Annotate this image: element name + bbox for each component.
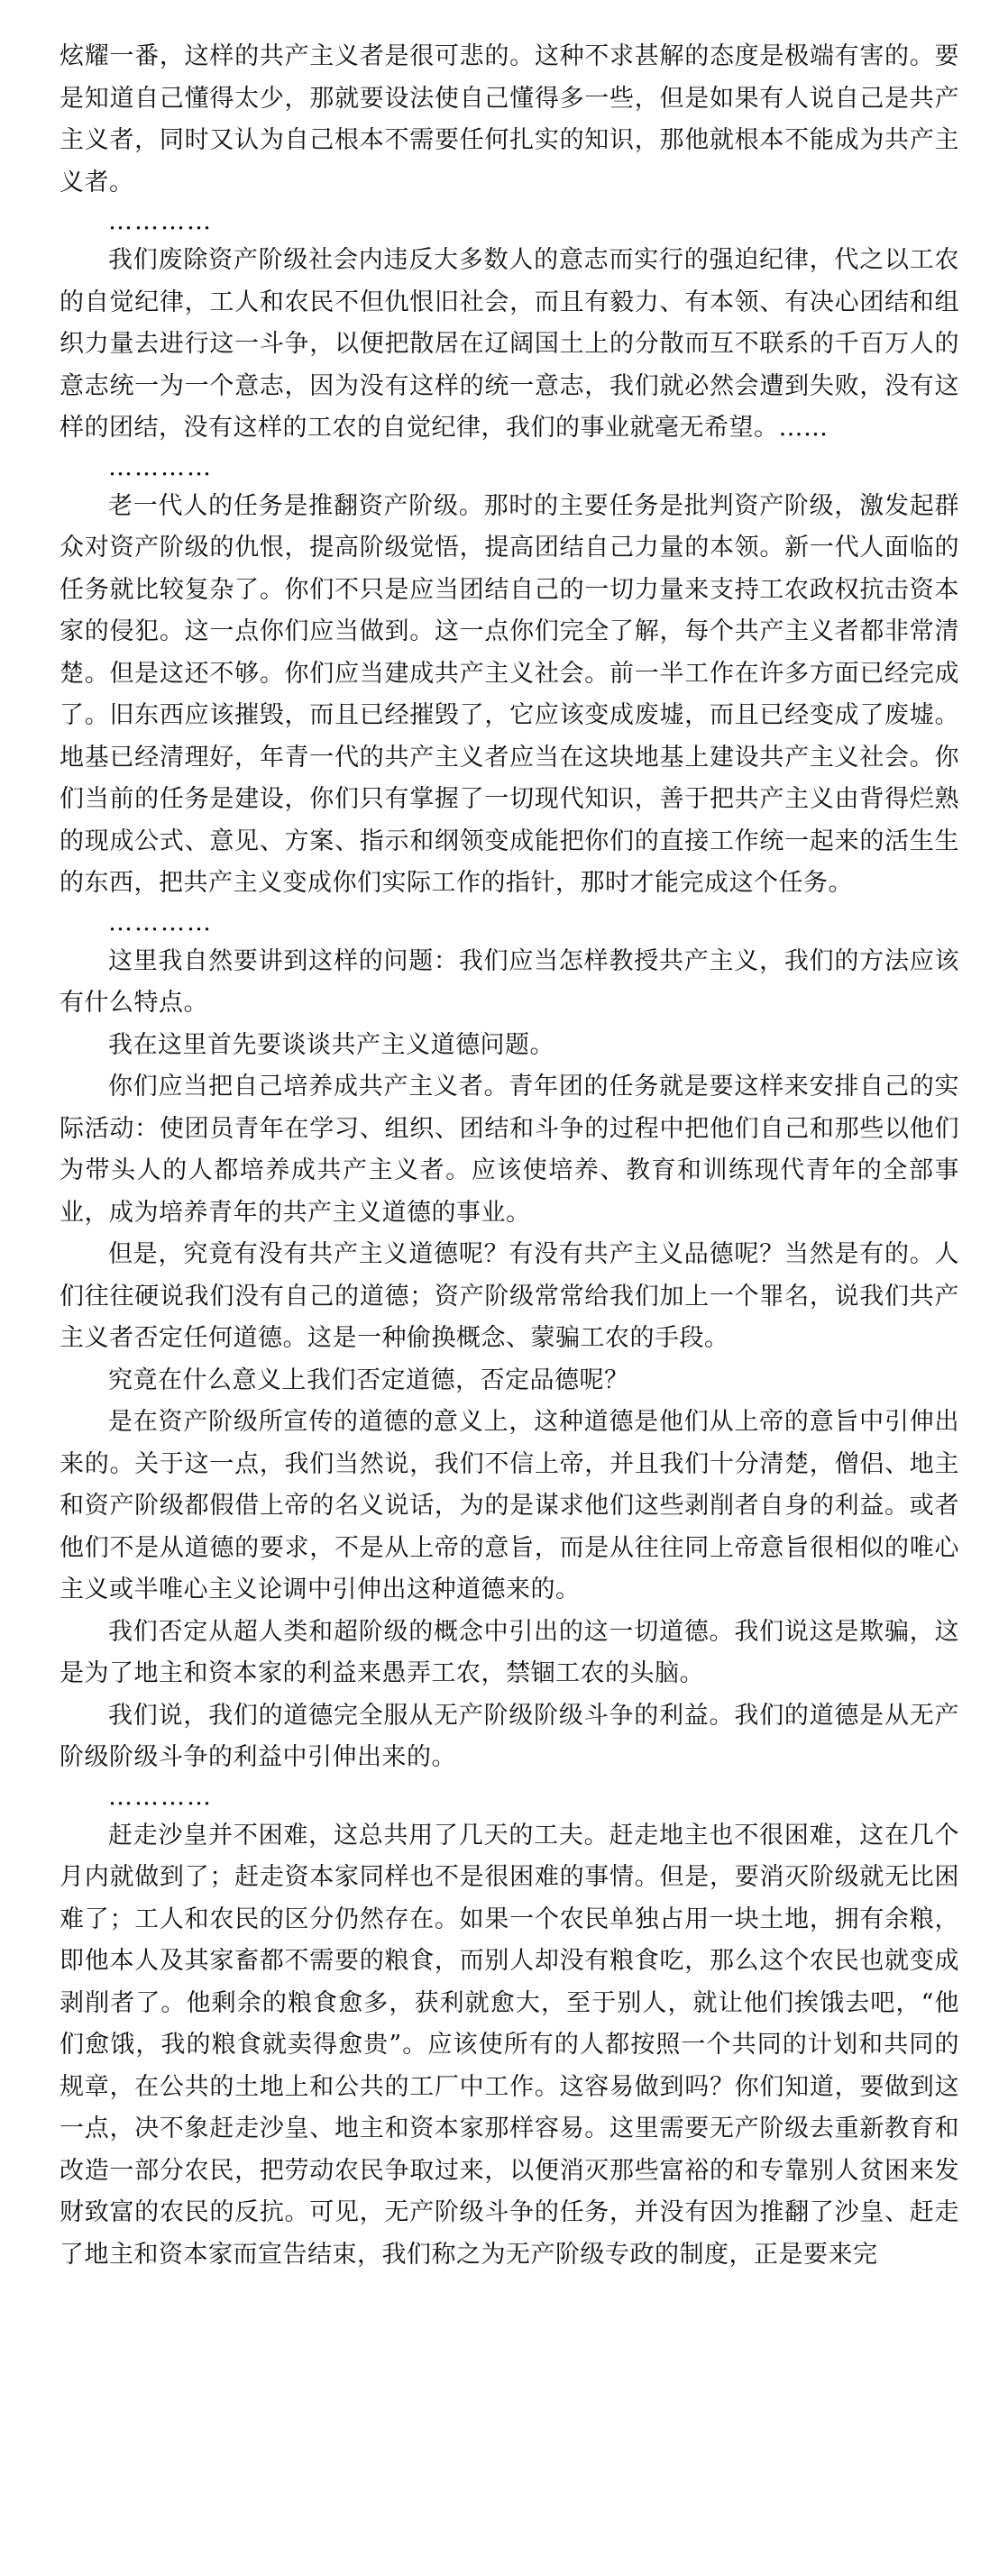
paragraph: 我们否定从超人类和超阶级的概念中引出的这一切道德。我们说这是欺骗，这是为了地主和资本家的利益来愚弄工农，禁锢工农的头脑。 bbox=[60, 1617, 959, 1687]
paragraph: 这里我自然要讲到这样的问题：我们应当怎样教授共产主义，我们的方法应该有什么特点。 bbox=[60, 946, 959, 1017]
paragraph: 你们应当把自己培养成共产主义者。青年团的任务就是要这样来安排自己的实际活动：使团员青年在学习、组织、团结和斗争的过程中把他们自己和那些以他们为带头人的人都培养成共产主义者。应该使培养、教育和训练现代青年的全部事业，成为培养青年的共产主义道德的事业。 bbox=[60, 1073, 959, 1227]
paragraph: 炫耀一番，这样的共产主义者是很可悲的。这种不求甚解的态度是极端有害的。要是知道自己懂得太少，那就要设法使自己懂得多一些，但是如果有人说自己是共产主义者，同时又认为自己根本不需要任何扎实的知识，那他就根本不能成为共产主义者。 bbox=[60, 42, 959, 196]
ellipsis-separator: ………… bbox=[108, 452, 213, 481]
paragraph: 赶走沙皇并不困难，这总共用了几天的工夫。赶走地主也不很困难，这在几个月内就做到了；赶走资本家同样也不是很困难的事情。但是，要消灭阶级就无比困难了；工人和农民的区分仍然存在。如果一个农民单独占用一块土地，拥有余粮，即他本人及其家畜都不需要的粮食，而别人却没有粮食吃，那么这个农民也就变成剥削者了。他剩余的粮食愈多，获利就愈大，至于别人，就让他们挨饿去吧，“他们愈饿，我的粮食就卖得愈贵”。应该使所有的人都按照一个共同的计划和共同的规章，在公共的土地上和公共的工厂中工作。这容易做到吗？你们知道，要做到这一点，决不象赶走沙皇、地主和资本家那样容易。这里需要无产阶级去重新教育和改造一部分农民，把劳动农民争取过来，以便消灭那些富裕的和专靠别人贫困来发财致富的农民的反抗。可见，无产阶级斗争的任务，并没有因为推翻了沙皇、赶走了地主和资本家而宣告结束，我们称之为无产阶级专政的制度，正是要来完 bbox=[60, 1821, 959, 2269]
ellipsis-separator: ………… bbox=[108, 908, 213, 936]
paragraph: 是在资产阶级所宣传的道德的意义上，这种道德是他们从上帝的意旨中引伸出来的。关于这一点，我们当然说，我们不信上帝，并且我们十分清楚，僧侣、地主和资产阶级都假借上帝的名义说话，为的是谋求他们这些剥削者自身的利益。或者他们不是从道德的要求，不是从上帝的意旨，而是从往往同上帝意旨很相似的唯心主义或半唯心主义论调中引伸出这种道德来的。 bbox=[60, 1408, 959, 1603]
paragraph: 老一代人的任务是推翻资产阶级。那时的主要任务是批判资产阶级，激发起群众对资产阶级的仇恨，提高阶级觉悟，提高团结自己力量的本领。新一代人面临的任务就比较复杂了。你们不只是应当团结自己的一切力量来支持工农政权抗击资本家的侵犯。这一点你们应当做到。这一点你们完全了解，每个共产主义者都非常清楚。但是这还不够。你们应当建成共产主义社会。前一半工作在许多方面已经完成了。旧东西应该摧毁，而且已经摧毁了，它应该变成废墟，而且已经变成了废墟。地基已经清理好，年青一代的共产主义者应当在这块地基上建设共产主义社会。你们当前的任务是建设，你们只有掌握了一切现代知识，善于把共产主义由背得烂熟的现成公式、意见、方案、指示和纲领变成能把你们的直接工作统一起来的活生生的东西，把共产主义变成你们实际工作的指针，那时才能完成这个任务。 bbox=[60, 491, 959, 897]
ellipsis-separator: ………… bbox=[108, 1782, 213, 1811]
paragraph: 我们废除资产阶级社会内违反大多数人的意志而实行的强迫纪律，代之以工农的自觉纪律，工人和农民不但仇恨旧社会，而且有毅力、有本领、有决心团结和组织力量去进行这一斗争，以便把散居在辽阔国土上的分散而互不联系的千百万人的意志统一为一个意志，因为没有这样的统一意志，我们就必然会遭到失败，没有这样的团结，没有这样的工农的自觉纪律，我们的事业就毫无希望。…… bbox=[60, 246, 959, 442]
paragraph: 我在这里首先要谈谈共产主义道德问题。 bbox=[108, 1030, 554, 1059]
ellipsis-separator: ………… bbox=[108, 207, 213, 235]
paragraph: 我们说，我们的道德完全服从无产阶级阶级斗争的利益。我们的道德是从无产阶级阶级斗争的利益中引伸出来的。 bbox=[60, 1701, 959, 1771]
paragraph: 究竟在什么意义上我们否定道德，否定品德呢？ bbox=[108, 1366, 629, 1394]
paragraph: 但是，究竟有没有共产主义道德呢？有没有共产主义品德呢？当然是有的。人们往往硬说我们没有自己的道德；资产阶级常常给我们加上一个罪名，说我们共产主义者否定任何道德。这是一种偷换概念、蒙骗工农的手段。 bbox=[60, 1240, 959, 1352]
